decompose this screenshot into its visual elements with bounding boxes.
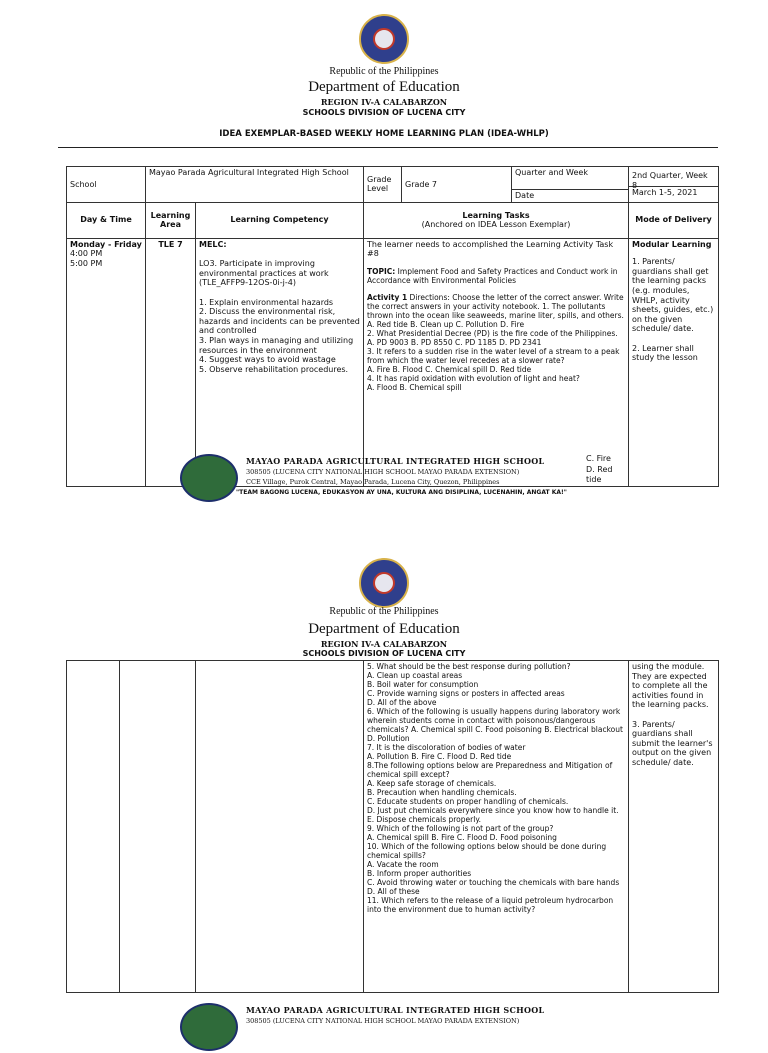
school-footer xyxy=(180,454,600,504)
competency-cell xyxy=(196,238,364,486)
mode-value: 1. Parents/ guardians shall get the learning packs (e.g. modules, WHLP, activity sheets, guides, etc.) on the given schedule/ date. 2. Learner shall study the lesson xyxy=(632,257,714,363)
date-value: March 1-5, 2021 xyxy=(632,188,698,197)
republic-label: Republic of the Philippines xyxy=(329,66,439,77)
plan-title: IDEA EXEMPLAR-BASED WEEKLY HOME LEARNING PLAN (IDEA-WHLP) xyxy=(219,129,549,139)
mode-title: Modular Learning xyxy=(632,239,712,249)
area-value: TLE 7 xyxy=(146,238,196,486)
school-seal-icon xyxy=(180,454,238,502)
school-value: Mayao Parada Agricultural Integrated High School xyxy=(146,167,364,203)
date-label: Date xyxy=(515,191,535,200)
col-tasks-sub: (Anchored on IDEA Lesson Exemplar) xyxy=(421,220,571,230)
competency-value: LO3. Participate in improving environmental practices at work (TLE_AFFP9-12OS-0i-j-4) 1. Explain environmental hazards 2. Discuss the environmental risk, hazards and incidents can be prevented and controlled 3. Plan ways in managing and utilizing resources in the environment 4. Suggest ways to avoid wastage 5. Observe rehabilitation procedures. xyxy=(199,259,360,374)
region-label: REGION IV-A CALABARZON xyxy=(320,97,448,107)
activity-value: Directions: Choose the letter of the correct answer. Write the correct answers in your activity notebook. 1. The pollutants thrown into the ocean like seaweeds, marine liter, spills, and others. A. Red tide B. Clean up C. Pollution D. Fire 2. What Presidential Decree (PD) is the fire code of the Philippines. A. PD 9003 B. PD 8550 C. PD 1185 D. PD 2341 3. It refers to a sudden rise in the water level of a stream to a peak from which the water level recedes at a slower rate? A. Fire B. Flood C. Chemical spill D. Red tide 4. It has rapid oxidation with evolution of light and heat? A. Flood B. Chemical spill xyxy=(367,292,624,392)
learning-plan-table-continued xyxy=(66,660,719,993)
col-tasks-title: Learning Tasks xyxy=(462,210,530,220)
department-title-2: Department of Education xyxy=(308,621,460,637)
footer-address: CCE Village, Purok Central, Mayao Parada, Lucena City, Quezon, Philippines xyxy=(246,478,500,486)
deped-seal-icon xyxy=(359,14,409,64)
day-cell-cont xyxy=(67,661,120,993)
tasks-cell xyxy=(364,238,629,486)
time-value: 4:00 PM 5:00 PM xyxy=(70,249,103,268)
competency-cell-cont xyxy=(196,661,364,993)
overflow-option-c: C. Fire xyxy=(586,454,611,463)
republic-label-2: Republic of the Philippines xyxy=(329,606,439,617)
footer-extension: 308505 (LUCENA CITY NATIONAL HIGH SCHOOL MAYAO PARADA EXTENSION) xyxy=(246,468,520,476)
activity-label: Activity 1 xyxy=(367,292,408,302)
learning-plan-table xyxy=(66,166,719,487)
division-label-2: SCHOOLS DIVISION OF LUCENA CITY xyxy=(302,649,466,658)
quarter-value: 2nd Quarter, Week 8 xyxy=(629,167,718,187)
footer-extension-2: 308505 (LUCENA CITY NATIONAL HIGH SCHOOL MAYAO PARADA EXTENSION) xyxy=(246,1017,520,1025)
col-learning-area: Learning Area xyxy=(146,202,196,238)
division-label: SCHOOLS DIVISION OF LUCENA CITY xyxy=(302,108,466,117)
school-seal-icon-2 xyxy=(180,1003,238,1051)
area-cell-cont xyxy=(120,661,196,993)
school-label: School xyxy=(67,167,146,203)
day-cell xyxy=(67,238,146,486)
deped-seal-icon-2 xyxy=(359,558,409,608)
tasks-cell-cont: 5. What should be the best response during pollution? A. Clean up coastal areas B. Boil water for consumption C. Provide warning signs or posters in affected areas D. All of the above 6. Which of the following is usually happens during laboratory work wherein students come in contact with poisonous/dangerous chemicals? A. Chemical spill C. Food poisoning B. Electrical blackout D. Pollution 7. It is the discoloration of bodies of water A. Pollution B. Fire C. Flood D. Red tide 8.The following options below are Preparedness and Mitigation of chemical spill except? A. Keep safe storage of chemicals. B. Precaution when handling chemicals. C. Educate students on proper handling of chemicals. D. Just put chemicals everywhere since you know how to handle it. E. Dispose chemicals properly. 9. Which of the following is not part of the group? A. Chemical spill B. Fire C. Flood D. Food poisoning 10. Which of the following options below should be done during chemical spills? A. Vacate the room B. Inform proper authorities C. Avoid throwing water or touching the chemicals with bare hands D. All of these 11. Which refers to the release of a liquid petroleum hydrocarbon into the environment due to human activity? xyxy=(364,661,629,993)
topic-value: Implement Food and Safety Practices and Conduct work in Accordance with Environmental Policies xyxy=(367,266,618,285)
topic-label: TOPIC: xyxy=(367,266,396,276)
footer-school-name-2: MAYAO PARADA AGRICULTURAL INTEGRATED HIGH SCHOOL xyxy=(246,1005,545,1015)
col-competency: Learning Competency xyxy=(196,202,364,238)
tasks-intro: The learner needs to accomplished the Learning Activity Task #8 xyxy=(367,239,614,259)
school-footer-2 xyxy=(180,1003,600,1053)
col-tasks xyxy=(364,202,629,238)
mode-cell xyxy=(629,238,719,486)
topic-line xyxy=(367,267,625,285)
footer-motto: "TEAM BAGONG LUCENA, EDUKASYON AY UNA, KULTURA ANG DISIPLINA, LUCENAHIN, ANGAT KA!" xyxy=(236,489,567,496)
day-value: Monday - Friday xyxy=(70,239,142,249)
activity-text xyxy=(367,293,625,392)
quarter-label: Quarter and Week xyxy=(512,167,628,190)
region-label-2: REGION IV-A CALABARZON xyxy=(320,639,448,649)
grade-value: Grade 7 xyxy=(402,167,512,203)
col-day-time: Day & Time xyxy=(67,202,146,238)
grade-label: Grade Level xyxy=(364,167,402,203)
col-mode: Mode of Delivery xyxy=(629,202,719,238)
overflow-option-d: D. Red tide xyxy=(586,465,613,484)
divider xyxy=(58,147,718,148)
footer-school-name: MAYAO PARADA AGRICULTURAL INTEGRATED HIGH SCHOOL xyxy=(246,456,545,466)
melc-label: MELC: xyxy=(199,239,227,249)
department-title: Department of Education xyxy=(308,79,460,95)
mode-cell-cont: using the module. They are expected to complete all the activities found in the learning packs. 3. Parents/ guardians shall submit the learner's output on the given schedule/ date. xyxy=(629,661,719,993)
